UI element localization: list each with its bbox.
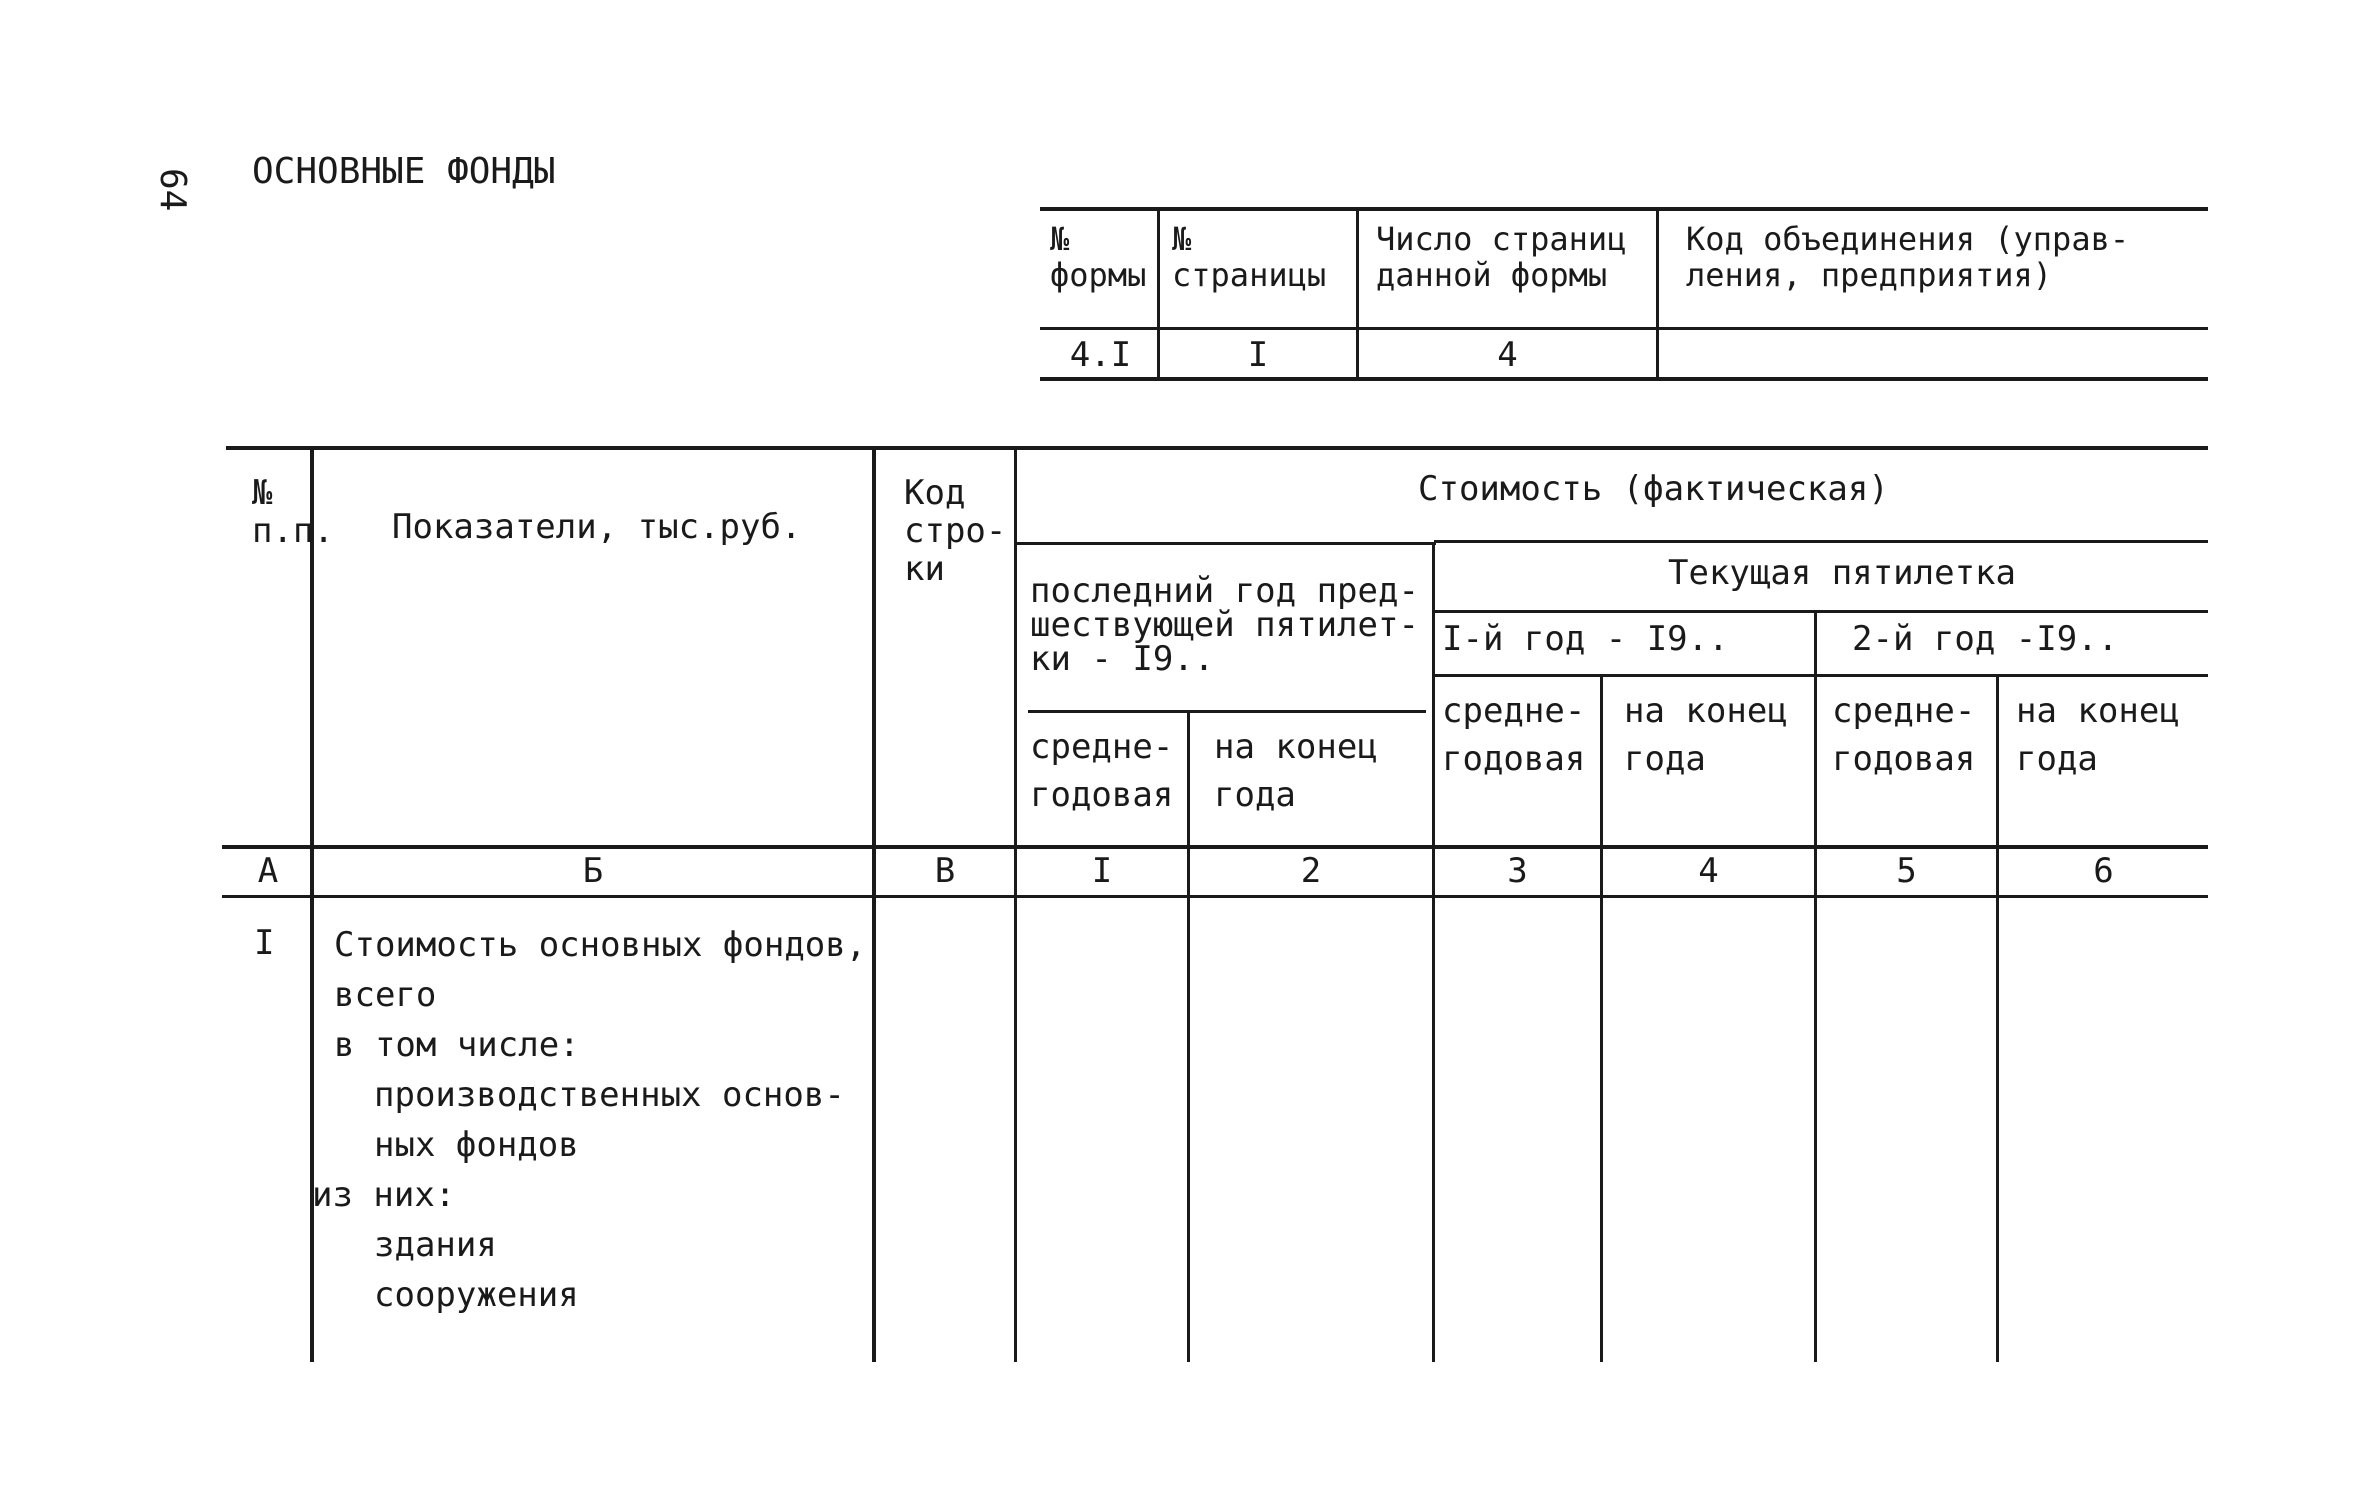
- col2-header: на конец года: [1214, 727, 1378, 815]
- page-number-value: I: [1247, 335, 1269, 375]
- row-line-2: всего: [334, 975, 437, 1015]
- last-year-header: последний год пред- шествующей пятилет- ки - I9..: [1030, 571, 1419, 679]
- row-line-3: в том числе:: [334, 1025, 580, 1065]
- col4-header: на конец года: [1624, 691, 1788, 779]
- page-count-header: Число страниц данной формы: [1376, 220, 1627, 294]
- row-line-6: из них:: [312, 1175, 456, 1215]
- form-number-header: № формы: [1050, 220, 1147, 294]
- row-line-4: производственных основ-: [374, 1075, 845, 1115]
- index-b: Б: [582, 851, 604, 891]
- page-number: 64: [152, 168, 193, 212]
- cost-header: Стоимость (фактическая): [1418, 469, 1889, 509]
- form-number-value: 4.I: [1069, 335, 1132, 375]
- col-indicator-header: Показатели, тыс.руб.: [392, 507, 802, 547]
- index-5: 5: [1896, 851, 1917, 891]
- col-number-header: № п.п.: [252, 473, 334, 552]
- row-line-8: сооружения: [374, 1275, 579, 1315]
- index-3: 3: [1507, 851, 1528, 891]
- row-line-1: Стоимость основных фондов,: [334, 925, 867, 965]
- org-code-header: Код объединения (управ- ления, предприятия): [1686, 220, 2130, 294]
- current-five-year-header: Текущая пятилетка: [1668, 553, 2016, 593]
- index-v: В: [934, 851, 956, 891]
- col3-header: средне- годовая: [1442, 691, 1586, 779]
- section-title: ОСНОВНЫЕ ФОНДЫ: [252, 151, 556, 192]
- index-2: 2: [1300, 851, 1322, 891]
- col6-header: на конец года: [2016, 691, 2180, 779]
- index-6: 6: [2093, 851, 2114, 891]
- row-line-7: здания: [374, 1225, 497, 1265]
- year1-header: I-й год - I9..: [1442, 619, 1729, 659]
- index-4: 4: [1698, 851, 1719, 891]
- page-number-header: № страницы: [1172, 220, 1327, 294]
- row-number: I: [254, 923, 275, 963]
- col1-header: средне- годовая: [1030, 727, 1174, 815]
- year2-header: 2-й год -I9..: [1852, 619, 2119, 659]
- page-count-value: 4: [1497, 335, 1518, 375]
- row-line-5: ных фондов: [374, 1125, 579, 1165]
- index-a: А: [257, 851, 279, 891]
- index-1: I: [1091, 851, 1113, 891]
- col-code-header: Код стро- ки: [904, 473, 1007, 590]
- col5-header: средне- годовая: [1832, 691, 1976, 779]
